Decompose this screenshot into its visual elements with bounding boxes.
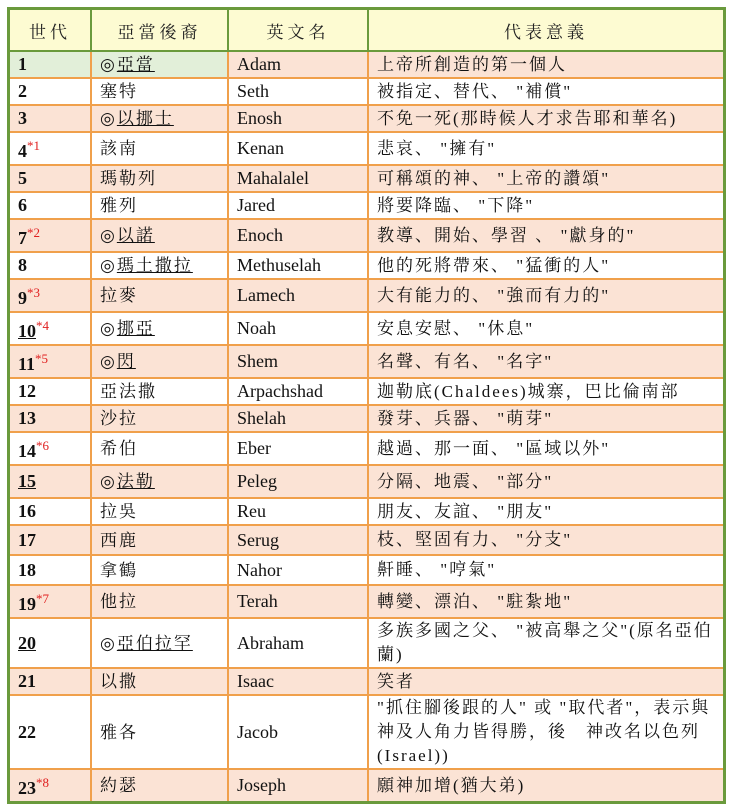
meaning-cell: 鼾睡、 "哼氣" [368,555,725,585]
descendant-name: 他拉 [100,592,138,611]
generation-cell [9,465,92,498]
generation-number: 9 [18,288,27,308]
descendant-cell [91,498,228,525]
meaning-cell: 枝、堅固有力、 "分支" [368,525,725,555]
generation-cell [9,132,92,165]
footnote-marker: *4 [36,318,49,333]
meaning-cell: 分隔、地震、 "部分" [368,465,725,498]
table-row [9,668,725,695]
table-row [9,405,725,432]
table-row [9,585,725,618]
generation-number: 13 [18,408,36,428]
english-name-cell: Joseph [228,769,368,803]
meaning-cell: 被指定、替代、 "補償" [368,78,725,105]
generation-cell [9,378,92,405]
english-name-cell: Adam [228,51,368,78]
meaning-cell: 可稱頌的神、 "上帝的讚頌" [368,165,725,192]
english-name-cell: Enosh [228,105,368,132]
descendant-cell [91,345,228,378]
descendant-cell [91,465,228,498]
descendant-cell [91,219,228,252]
table-row [9,279,725,312]
table-row [9,78,725,105]
header-meaning: 代表意義 [368,9,725,52]
generation-cell [9,769,92,803]
descendant-name: 約瑟 [100,776,138,795]
meaning-cell: 不免一死(那時候人才求告耶和華名) [368,105,725,132]
descendant-cell [91,378,228,405]
descendant-name: 希伯 [100,439,138,458]
table-row [9,312,725,345]
table-row [9,769,725,803]
circle-mark-icon: ◎ [100,352,117,371]
descendant-cell [91,432,228,465]
descendant-name: 閃 [116,352,136,371]
english-name-cell: Jared [228,192,368,219]
generation-cell [9,279,92,312]
descendant-name: 亞法撒 [100,382,157,401]
meaning-cell: 發芽、兵器、 "萌芽" [368,405,725,432]
generation-number: 3 [18,108,27,128]
generation-cell [9,51,92,78]
english-name-cell: Seth [228,78,368,105]
table-row [9,465,725,498]
generation-number: 10 [18,321,36,341]
descendant-cell [91,769,228,803]
header-descendant: 亞當後裔 [91,9,228,52]
descendant-cell [91,695,228,769]
descendant-name: 西鹿 [100,530,138,550]
descendant-name: 亞伯拉罕 [116,633,193,653]
circle-mark-icon: ◎ [100,256,117,275]
generation-number: 23 [18,778,36,798]
generation-number: 16 [18,501,36,521]
generation-cell [9,219,92,252]
english-name-cell: Enoch [228,219,368,252]
english-name-cell: Shelah [228,405,368,432]
table-row [9,695,725,769]
table-row [9,252,725,279]
generation-number: 17 [18,529,36,550]
footnote-marker: *5 [35,351,49,366]
table-row [9,555,725,585]
generation-number: 6 [18,195,27,215]
generation-number: 12 [18,381,36,401]
meaning-cell: 上帝所創造的第一個人 [368,51,725,78]
generation-cell [9,555,92,585]
table-row [9,378,725,405]
generation-number: 7 [18,228,27,248]
generation-cell [9,498,92,525]
meaning-cell: 迦勒底(Chaldees)城寨，巴比倫南部 [368,378,725,405]
generation-number: 11 [18,354,36,374]
meaning-cell: 名聲、有名、 "名字" [368,345,725,378]
generation-cell [9,78,92,105]
table-row [9,498,725,525]
footnote-marker: *8 [36,775,49,790]
descendant-name: 以挪士 [116,109,174,128]
descendant-name: 拿鶴 [100,560,138,580]
table-row [9,165,725,192]
descendant-cell [91,279,228,312]
generation-number: 4 [18,141,27,161]
meaning-cell: 越過、那一面、 "區域以外" [368,432,725,465]
generation-cell [9,312,92,345]
footnote-marker: *3 [27,285,40,300]
descendant-cell [91,525,228,555]
meaning-cell: 教導、開始、學習 、 "獻身的" [368,219,725,252]
descendant-name: 以撒 [100,672,138,691]
footnote-marker: *2 [27,225,40,240]
english-name-cell: Noah [228,312,368,345]
genealogy-table [7,7,726,804]
english-name-cell: Eber [228,432,368,465]
descendant-cell [91,585,228,618]
english-name-cell: Terah [228,585,368,618]
descendant-cell [91,668,228,695]
header-row [9,9,725,52]
table-row [9,525,725,555]
meaning-cell: 多族多國之父、 "被高舉之父"(原名亞伯蘭) [368,618,725,668]
generation-number: 22 [18,721,36,742]
english-name-cell: Arpachshad [228,378,368,405]
descendant-cell [91,132,228,165]
table-row [9,618,725,668]
english-name-cell: Mahalalel [228,165,368,192]
circle-mark-icon: ◎ [100,633,117,653]
table-row [9,219,725,252]
descendant-name: 雅列 [100,196,138,215]
generation-number: 5 [18,168,27,188]
descendant-cell [91,51,228,78]
footnote-marker: *6 [36,438,49,453]
generation-cell [9,192,92,219]
english-name-cell: Shem [228,345,368,378]
descendant-cell [91,405,228,432]
descendant-name: 以諾 [116,226,155,245]
descendant-cell [91,78,228,105]
table-row [9,345,725,378]
meaning-cell: "抓住腳後跟的人" 或 "取代者"，表示與神及人角力皆得勝，後 神改名以色列(Israel)) [368,695,725,769]
header-english-name: 英文名 [228,9,368,52]
descendant-name: 挪亞 [116,319,155,338]
english-name-cell: Serug [228,525,368,555]
descendant-name: 亞當 [116,55,155,74]
generation-number: 18 [18,559,36,580]
generation-number: 14 [18,441,36,461]
circle-mark-icon: ◎ [100,472,117,491]
english-name-cell: Abraham [228,618,368,668]
table-row [9,132,725,165]
meaning-cell: 大有能力的、 "強而有力的" [368,279,725,312]
circle-mark-icon: ◎ [100,319,117,338]
generation-cell [9,585,92,618]
generation-cell [9,618,92,668]
generation-number: 19 [18,594,36,614]
english-name-cell: Methuselah [228,252,368,279]
descendant-name: 瑪土撒拉 [116,256,193,275]
descendant-cell [91,192,228,219]
meaning-cell: 轉變、漂泊、 "駐紮地" [368,585,725,618]
table-row [9,432,725,465]
descendant-name: 雅各 [100,722,138,742]
descendant-name: 該南 [100,139,138,158]
generation-cell [9,252,92,279]
meaning-cell: 他的死將帶來、 "猛衝的人" [368,252,725,279]
descendant-name: 瑪勒列 [100,169,157,188]
generation-cell [9,105,92,132]
generation-cell [9,695,92,769]
meaning-cell: 悲哀、 "擁有" [368,132,725,165]
english-name-cell: Jacob [228,695,368,769]
footnote-marker: *1 [27,138,40,153]
header-generation: 世代 [9,9,92,52]
generation-number: 20 [18,632,36,653]
descendant-name: 塞特 [100,82,138,101]
english-name-cell: Peleg [228,465,368,498]
footnote-marker: *7 [36,591,49,606]
english-name-cell: Kenan [228,132,368,165]
descendant-name: 沙拉 [100,409,138,428]
generation-number: 21 [18,671,36,691]
generation-cell [9,405,92,432]
descendant-cell [91,252,228,279]
descendant-cell [91,165,228,192]
descendant-name: 法勒 [116,472,155,491]
generation-number: 15 [18,471,36,491]
generation-cell [9,525,92,555]
descendant-cell [91,618,228,668]
descendant-cell [91,312,228,345]
meaning-cell: 笑者 [368,668,725,695]
generation-number: 2 [18,81,27,101]
table-row [9,51,725,78]
english-name-cell: Nahor [228,555,368,585]
generation-cell [9,345,92,378]
meaning-cell: 將要降臨、 "下降" [368,192,725,219]
circle-mark-icon: ◎ [100,109,117,128]
generation-cell [9,432,92,465]
table-row [9,105,725,132]
english-name-cell: Lamech [228,279,368,312]
generation-number: 8 [18,255,27,275]
meaning-cell: 願神加增(猶大弟) [368,769,725,803]
descendant-name: 拉麥 [100,286,138,305]
descendant-cell [91,555,228,585]
circle-mark-icon: ◎ [100,226,117,245]
descendant-name: 拉吳 [100,502,138,521]
generation-cell [9,165,92,192]
generation-number: 1 [18,54,27,74]
circle-mark-icon: ◎ [100,55,117,74]
descendant-cell [91,105,228,132]
generation-cell [9,668,92,695]
table-row [9,192,725,219]
meaning-cell: 朋友、友誼、 "朋友" [368,498,725,525]
english-name-cell: Reu [228,498,368,525]
english-name-cell: Isaac [228,668,368,695]
meaning-cell: 安息安慰、 "休息" [368,312,725,345]
